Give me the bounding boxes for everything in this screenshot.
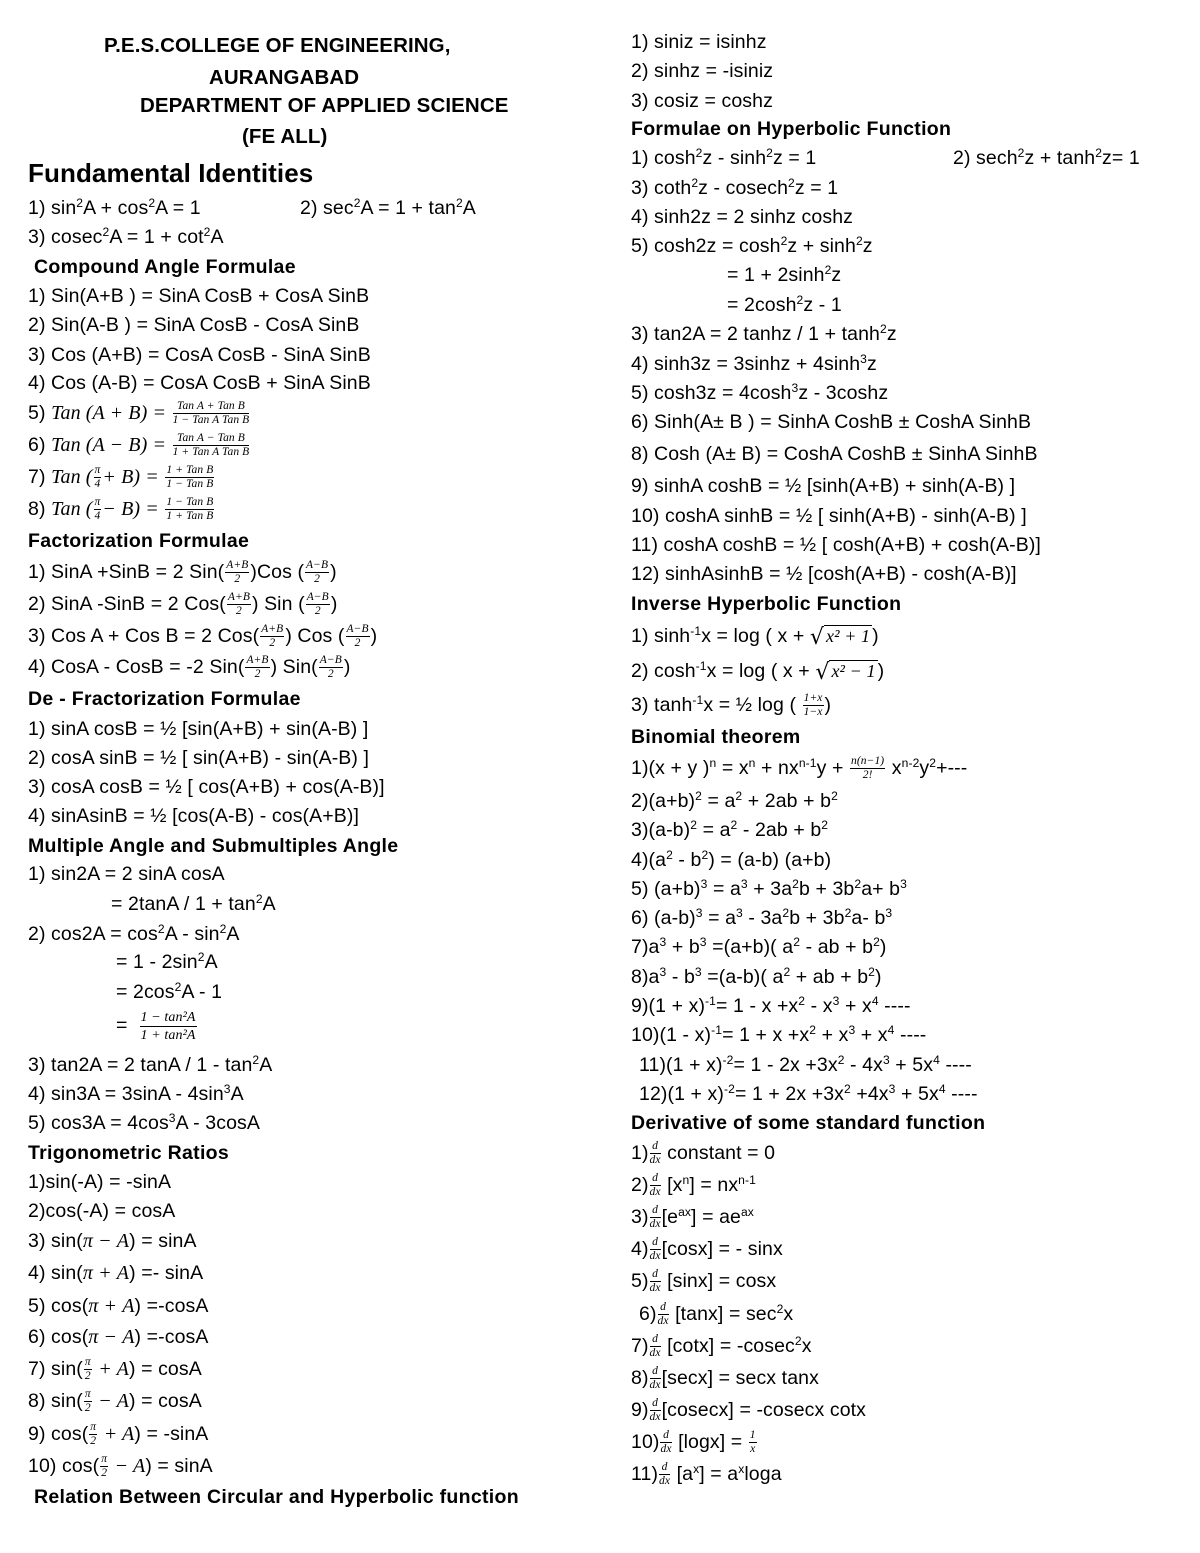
formula-line: 3) coth$^2$z - cosech$^2$z = 1 xyxy=(631,175,839,199)
formula-line: 3) Cos (A+B) = CosA CosB - SinA SinB xyxy=(28,344,371,366)
sqrt-icon: √ xyxy=(809,625,825,650)
formula-line: 5) Tan (A + B) = Tan A + Tan B 1 − Tan A Tan B xyxy=(28,400,250,427)
formula-line: 1) $\sinh^{-1}x = \log$ ( x + √ x² + 1 ) xyxy=(631,623,879,650)
formula-line: 3) tan2A = 2 $\tanh z / 1 + \tanh^2z$ xyxy=(631,321,897,345)
formula-line: 7) sin( $\frac{\pi}{2}$ + A) = cosA xyxy=(28,1356,202,1383)
formula-line: 2) $\cosh^{-1}x = \log$ ( x + √ x² − 1 ) xyxy=(631,658,885,685)
formula-line: $7)a^3 + b^3 =(a+b)$( $a^2$ - ab + $b^2$) xyxy=(631,934,887,958)
formula-line: = $\frac{\text{1 − tan²A}}{\text{1 + tan²A}}$ xyxy=(116,1010,196,1043)
formula-line: 1) sinA cosB = ½ [sin(A+B) + sin(A-B) ] xyxy=(28,718,369,740)
formula-line: $11)(1 + x)^{-2}= 1 - 2x +3x^2 - 4x^3 + 5x^4$ ---- xyxy=(639,1052,972,1076)
formula-line: 9) sinhA coshB = ½ [sinh(A+B) + sinh(A-B) ] xyxy=(631,475,1016,497)
formula-line: 7) Tan ( $\frac{\pi}{4}$ + B) = 1 + Tan B 1 − Tan B xyxy=(28,464,214,491)
formula-line: 4) $\frac{d}{dx}$ [cosx] = - sinx xyxy=(631,1236,783,1263)
formula-line: 1)sin(-A) = -sinA xyxy=(28,1171,172,1193)
formula-line: 2) $\sec h^2z + \tanh^2z= 1$ xyxy=(953,145,1140,169)
formula-line: 5) $\cosh 3z = 4\cosh^3z - 3\cosh z$ xyxy=(631,380,889,404)
formula-line: $4)(a^2 - b^2) = (a-b)$ (a+b) xyxy=(631,847,832,871)
formula-line: 1) $\frac{d}{dx}$ constant = 0 xyxy=(631,1140,776,1167)
formula-line: 10) coshA sinhB = ½ [ sinh(A+B) - sinh(A-B) ] xyxy=(631,505,1027,527)
formula-line: 1)(x + y )$^n = x^n + nx^{n-1}y$ + $\frac{n(n-1)}{2!}$ $x^{n-2}y^2+---$ xyxy=(631,755,968,782)
formula-line: 11) coshA coshB = ½ [ cosh(A+B) + cosh(A-B)] xyxy=(631,534,1041,556)
formula-line: 2) $\frac{d}{dx}$ $[x^n] = nx^{n-1}$ xyxy=(631,1172,756,1199)
formula-line: 4) $\sin 3A = 3\sin A - 4\sin^3A$ xyxy=(28,1081,244,1105)
formula-line: 1) sin2A = 2 sinA cosA xyxy=(28,863,225,885)
formula-line: 3) $\tanh^{-1}x$ = ½ log ( $\frac{1+x}{1-x}$ ) xyxy=(631,692,832,719)
formula-line: 5) $\cos 3A = 4\cos^3A - 3\cos A$ xyxy=(28,1110,260,1134)
formula-line: $8)a^3 - b^3 =(a-b)$( $a^2$ + ab + $b^2$) xyxy=(631,964,882,988)
class-label: (FE ALL) xyxy=(242,125,328,148)
formula-line: 11) $\frac{d}{dx}$ $[a^x] = a^x\log a$ xyxy=(631,1461,782,1488)
formula-line: 10) cos( $\frac{\pi}{2}$ − A) = sinA xyxy=(28,1453,213,1480)
formula-line: 10) $\frac{d}{dx}$ [logx] = $\frac{1}{x}$ xyxy=(631,1429,756,1456)
formula-line: 1) siniz = isinhz xyxy=(631,31,767,53)
formula-line: 4) sinh2z = 2 sinhz coshz xyxy=(631,206,853,228)
college-name: P.E.S.COLLEGE OF ENGINEERING, xyxy=(104,34,451,57)
formula-line: 8) sin( $\frac{\pi}{2}$ − A) = cosA xyxy=(28,1388,202,1415)
section-binomial-title: Binomial theorem xyxy=(631,726,801,748)
formula-line: = $2\cosh^2z - 1$ xyxy=(727,292,842,316)
section-hyperbolic-title: Formulae on Hyperbolic Function xyxy=(631,118,952,140)
formula-line: = $2\cos^2A - 1$ xyxy=(116,979,223,1003)
formula-line: 2) cosA sinB = ½ [ sin(A+B) - sin(A-B) ] xyxy=(28,747,370,769)
section-fundamental-title: Fundamental Identities xyxy=(28,158,314,188)
section-multiple-title: Multiple Angle and Submultiples Angle xyxy=(28,835,399,857)
formula-line: 7) $\frac{d}{dx}$ [cotx] = -cosec$^2$x xyxy=(631,1333,812,1360)
formula-line: 3) cosA cosB = ½ [ cos(A+B) + cos(A-B)] xyxy=(28,776,385,798)
formula-line: 3) $\frac{d}{dx}$ $[e^{ax}] = ae^{ax}$ xyxy=(631,1204,754,1231)
formula-line: 6) Sinh(A± B ) = SinhA CoshB ± CoshA SinhB xyxy=(631,411,1032,433)
formula-line: 9) cos( $\frac{\pi}{2}$ + A) = -sinA xyxy=(28,1421,209,1448)
section-defactorization-title: De - Fractorization Formulae xyxy=(28,688,301,710)
formula-line: 4) Cos (A-B) = CosA CosB + SinA SinB xyxy=(28,372,371,394)
formula-line: 3) tan2A = 2 tanA / $1 - \tan^2A$ xyxy=(28,1052,273,1076)
college-city: AURANGABAD xyxy=(209,66,360,89)
department-name: DEPARTMENT OF APPLIED SCIENCE xyxy=(140,94,509,117)
formula-line: 1) $\sin^2A + \cos^2A = 1$ xyxy=(28,195,201,219)
formula-line: 8) Tan ( $\frac{\pi}{4}$ − B) = 1 − Tan B 1 + Tan B xyxy=(28,496,214,523)
formula-line: $12)(1 + x)^{-2}= 1 + 2x +3x^2 +4x^3 + 5x^4$ ---- xyxy=(639,1081,978,1105)
formula-line: $3)(a-b)^2 = a^2 - 2ab + b^2$ xyxy=(631,817,829,841)
section-compound-title: Compound Angle Formulae xyxy=(34,256,296,278)
formula-line: 2) sinhz = -isiniz xyxy=(631,60,774,82)
formula-line: 5) $(a+b)^3 = a^3 + 3a^2b + 3b^2a+ b^3$ xyxy=(631,876,907,900)
section-relation-title: Relation Between Circular and Hyperbolic function xyxy=(34,1486,519,1508)
section-factorization-title: Factorization Formulae xyxy=(28,530,250,552)
formula-line: 2) SinA -SinB = 2 Cos( $\frac{A+B}{2}$ ) Sin ( $\frac{A-B}{2}$ ) xyxy=(28,591,338,618)
formula-line: 4) CosA - CosB = -2 Sin( $\frac{A+B}{2}$ ) Sin( $\frac{A-B}{2}$ ) xyxy=(28,654,351,681)
formula-line: 3) cosiz = coshz xyxy=(631,90,773,112)
formula-line: 8) $\frac{d}{dx}$ [secx] = secx tanx xyxy=(631,1365,819,1392)
formula-line: $9)(1 + x)^{-1}= 1 - x +x^2 - x^3 + x^4$ ---- xyxy=(631,993,911,1017)
section-inverse-title: Inverse Hyperbolic Function xyxy=(631,593,902,615)
formula-line: 3) $cosec^2A = 1 + \cot^2A$ xyxy=(28,224,224,248)
formula-line: 5) cos(π + A) =-cosA xyxy=(28,1295,209,1317)
formula-line: 6) $\frac{d}{dx}$ $[\tan x] = \sec^2x$ xyxy=(639,1301,794,1328)
formula-line: 2) $\sec^2A = 1 + \tan^2A$ xyxy=(300,195,476,219)
formula-line: 4) $\sinh 3z = 3\sinh z + 4\sinh^3z$ xyxy=(631,351,877,375)
formula-line: 6) cos(π − A) =-cosA xyxy=(28,1326,209,1348)
formula-line: 2) $\cos 2A = \cos^2A - \sin^2A$ xyxy=(28,921,240,945)
formula-line: 2)cos(-A) = cosA xyxy=(28,1200,176,1222)
formula-line: 6) Tan (A − B) = Tan A − Tan B 1 + Tan A Tan B xyxy=(28,432,250,459)
formula-line: 4) sin(π + A) =- sinA xyxy=(28,1262,204,1284)
formula-line: 1) Sin(A+B ) = SinA CosB + CosA SinB xyxy=(28,285,370,307)
formula-line: 4) sinAsinB = ½ [cos(A-B) - cos(A+B)] xyxy=(28,805,359,827)
formula-line: 12) sinhAsinhB = ½ [cosh(A+B) - cosh(A-B)] xyxy=(631,563,1017,585)
formula-line: 1) $\cosh^2z - \sinh^2z = 1$ xyxy=(631,145,817,169)
section-derivative-title: Derivative of some standard function xyxy=(631,1112,986,1134)
formula-line: 5) $\frac{d}{dx}$ [sinx] = cosx xyxy=(631,1268,777,1295)
formula-line: = $2\tan A / 1 + \tan^2A$ xyxy=(111,891,276,915)
formula-line: 3) sin(π − A) = sinA xyxy=(28,1230,197,1252)
formula-line: 9) $\frac{d}{dx}$ [cosecx] = -cosecx cotx xyxy=(631,1397,867,1424)
section-trig-title: Trigonometric Ratios xyxy=(28,1142,230,1164)
formula-line: 5) $\cosh 2z = \cosh^2z + \sinh^2z$ xyxy=(631,233,873,257)
formula-line: 1) SinA +SinB = 2 Sin( $\frac{A+B}{2}$ )Cos ( $\frac{A-B}{2}$ ) xyxy=(28,559,337,586)
formula-line: $2)(a+b)^2 = a^2 + 2ab + b^2$ xyxy=(631,788,838,812)
sqrt-icon: √ xyxy=(815,660,830,685)
formula-line: 3) Cos A + Cos B = 2 Cos( $\frac{A+B}{2}$ ) Cos ( $\frac{A-B}{2}$ ) xyxy=(28,623,378,650)
formula-line: 6) $(a-b)^3 = a^3 - 3a^2b + 3b^2a-$ $b^3$ xyxy=(631,905,893,929)
formula-line: 8) Cosh (A± B) = CoshA CoshB ± SinhA SinhB xyxy=(631,443,1038,465)
formula-line: $10)(1 - x)^{-1}= 1 + x +x^2 + x^3 + x^4$ ---- xyxy=(631,1022,927,1046)
formula-line: = $1 - 2\sin^2A$ xyxy=(116,949,218,973)
formula-line: 2) Sin(A-B ) = SinA CosB - CosA SinB xyxy=(28,314,360,336)
formula-line: = $1 + 2\sinh^2z$ xyxy=(727,262,842,286)
